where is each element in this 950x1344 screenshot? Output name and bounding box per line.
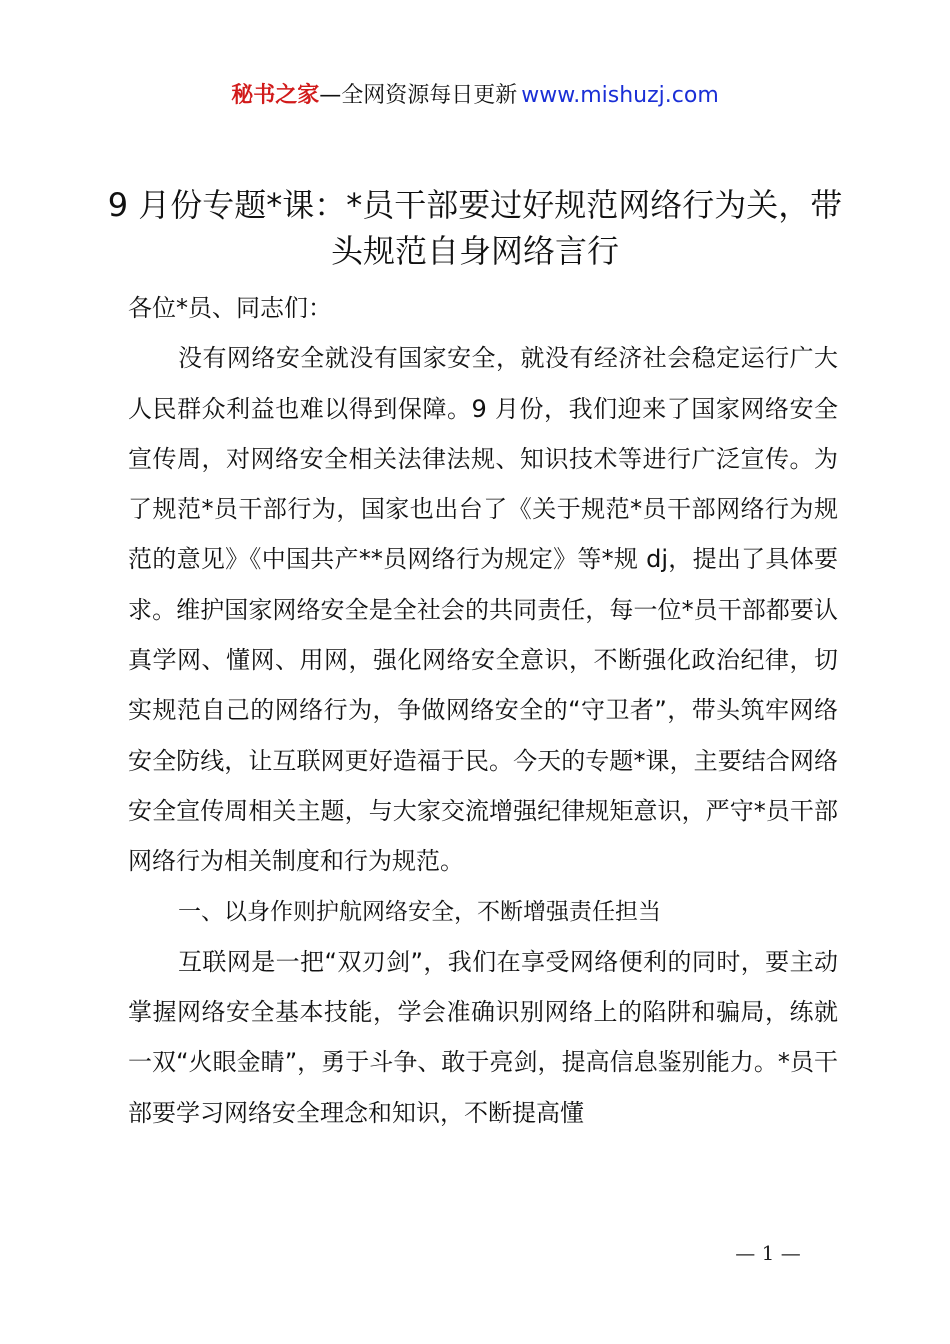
- brand-name: 秘书之家: [231, 83, 320, 108]
- document-title: 9 月份专题*课：*员干部要过好规范网络行为关，带头规范自身网络言行: [107, 186, 843, 270]
- site-header: [0, 80, 950, 112]
- header-tagline: —全网资源每日更新: [319, 83, 518, 108]
- salutation: 各位*员、同志们：: [128, 294, 332, 322]
- section-paragraph: 互联网是一把“双刃剑”，我们在享受网络便利的同时，要主动掌握网络安全基本技能，学会准确识别网络上的陷阱和骗局，练就一双“火眼金睛”，勇于斗争、敢于亮剑，提高信息鉴别能力。*员干部要学习网络安全理念和知识，不断提高懂: [128, 947, 838, 1127]
- section-heading: 一、以身作则护航网络安全，不断增强责任担当: [178, 898, 661, 925]
- document-body: [128, 283, 838, 1138]
- page-number: — 1 —: [735, 1241, 801, 1265]
- intro-paragraph: 没有网络安全就没有国家安全，就没有经济社会稳定运行广大人民群众利益也难以得到保障。9 月份，我们迎来了国家网络安全宣传周，对网络安全相关法律法规、知识技术等进行广泛宣传。为了规范*员干部行为，国家也出台了《关于规范*员干部网络行为规范的意见》《中国共产**员网络行为规定》等*规 dj，提出了具体要求。维护国家网络安全是全社会的共同责任，每一位*员干部都要认真学网、懂网、用网，强化网络安全意识，不断强化政治纪律，切实规范自己的网络行为，争做网络安全的“守卫者”，带头筑牢网络安全防线，让互联网更好造福于民。今天的专题*课，主要结合网络安全宣传周相关主题，与大家交流增强纪律规矩意识，严守*员干部网络行为相关制度和行为规范。: [128, 344, 838, 876]
- site-url-link[interactable]: www.mishuzj.com: [521, 83, 719, 108]
